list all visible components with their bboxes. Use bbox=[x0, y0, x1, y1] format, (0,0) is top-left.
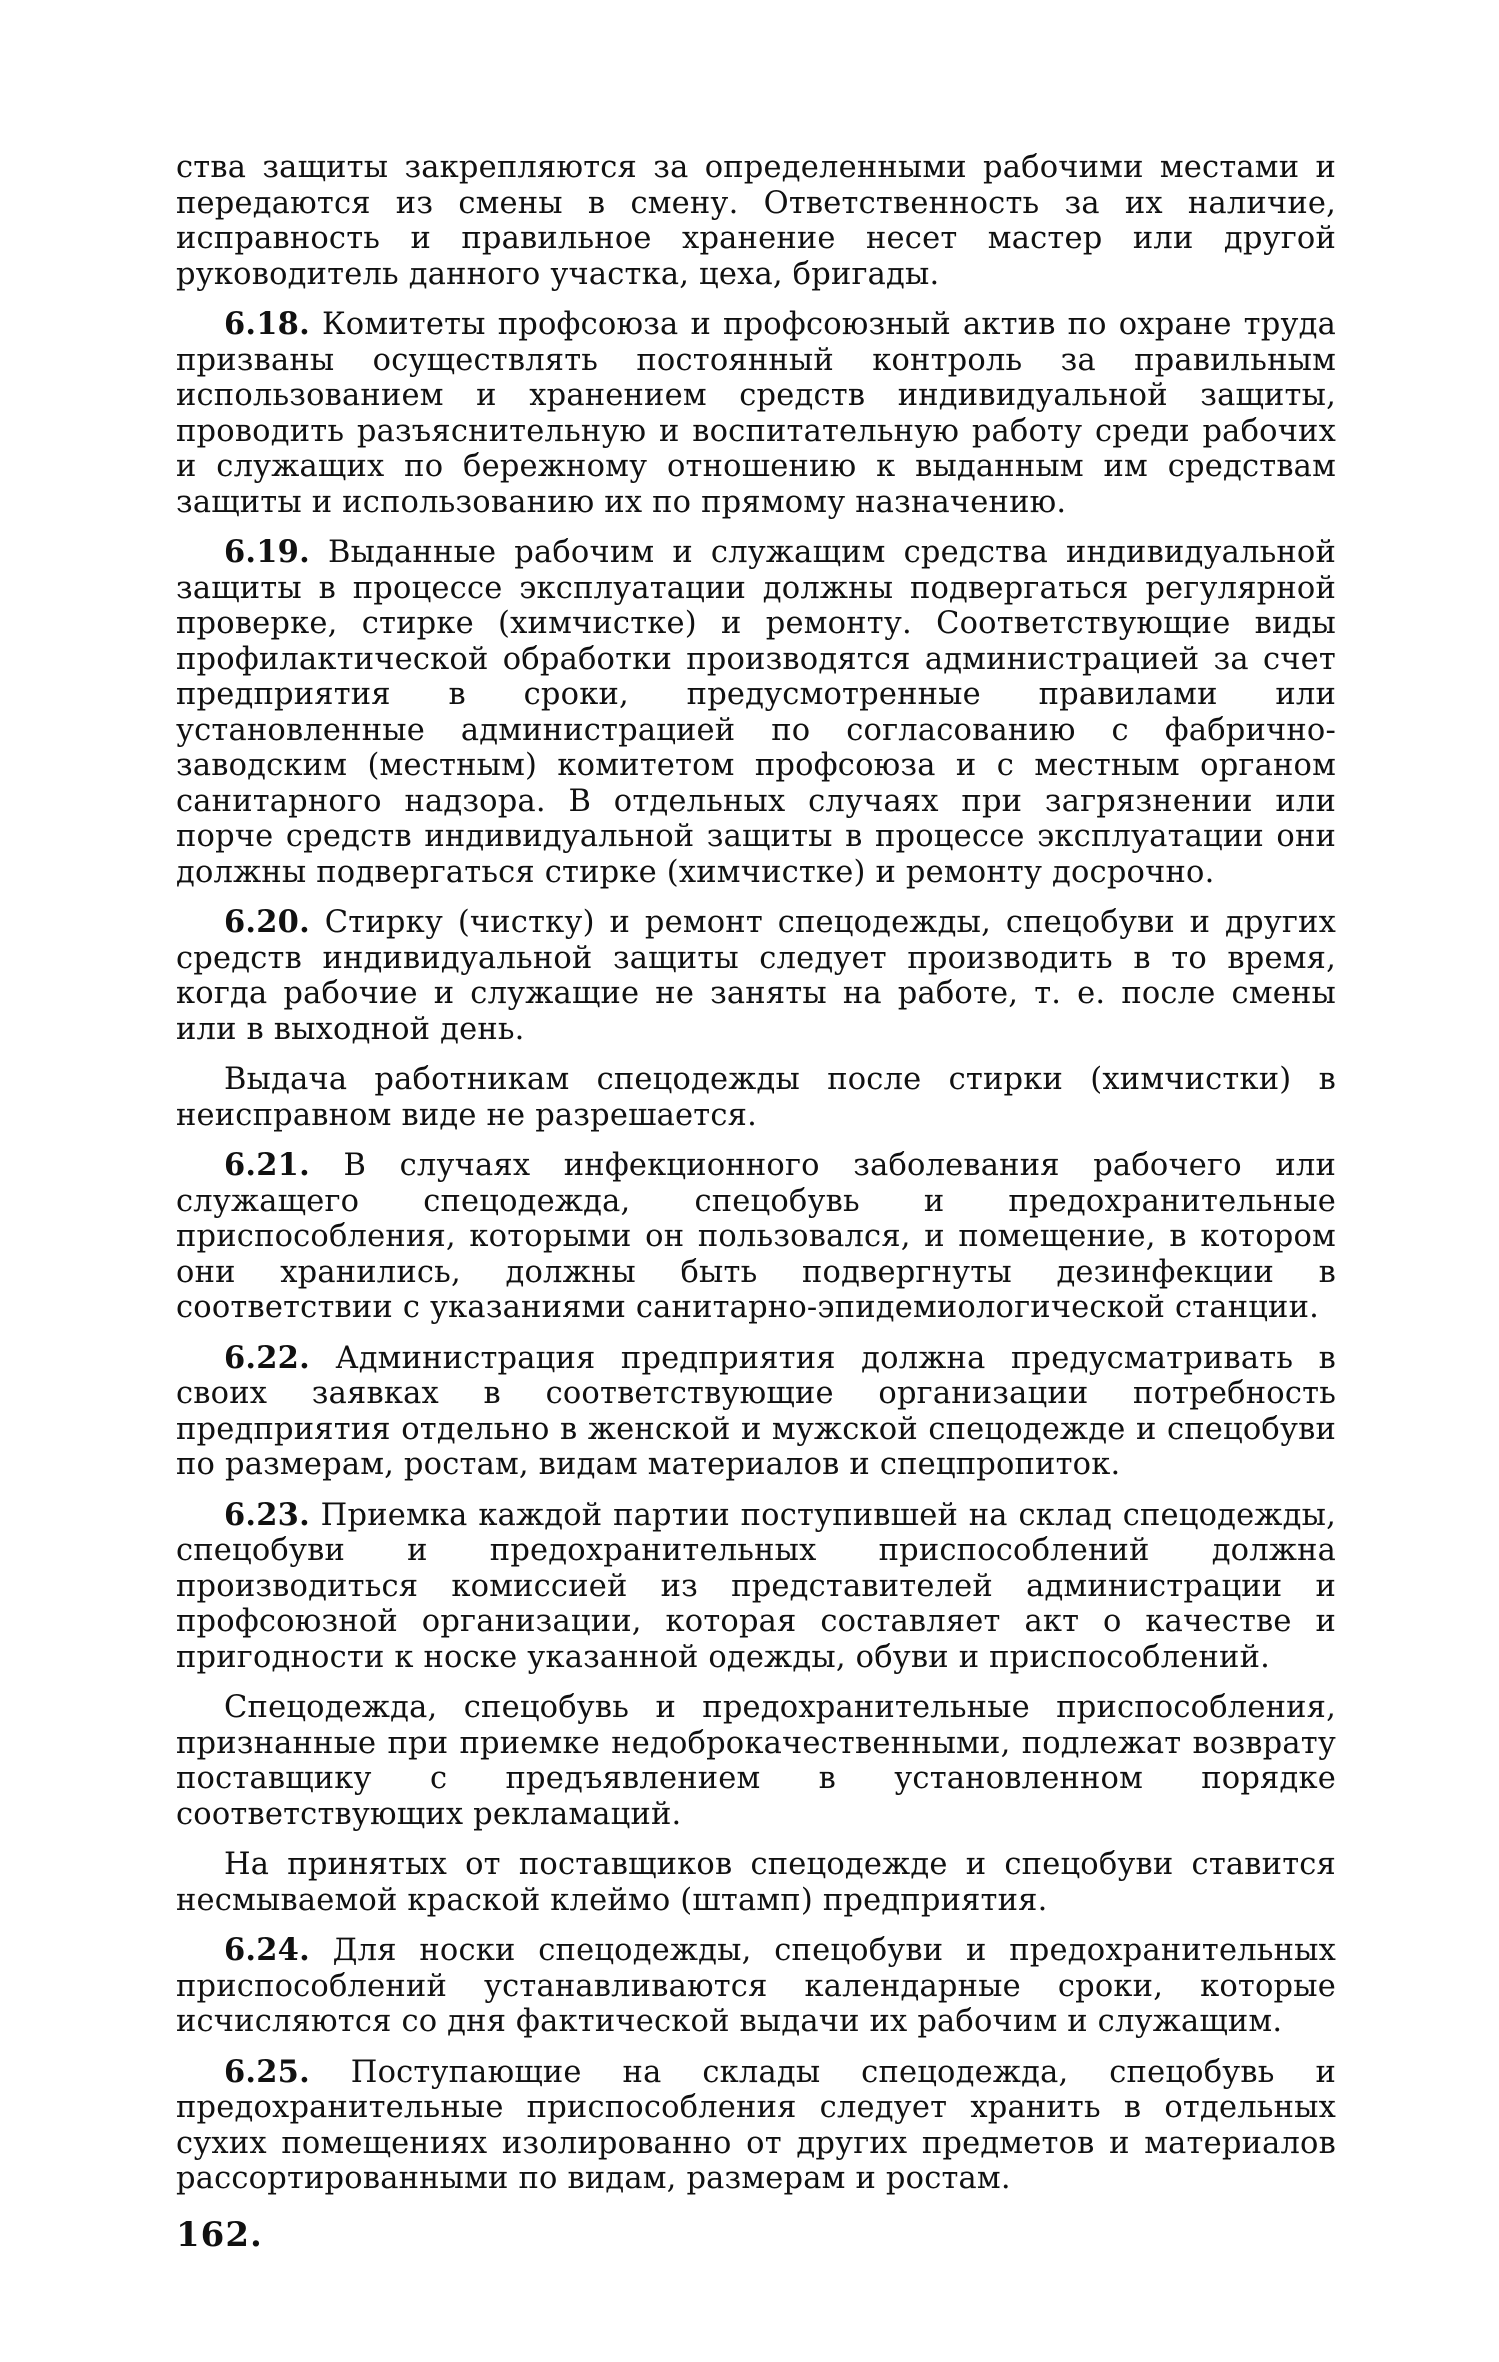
page-body bbox=[176, 150, 1336, 2212]
paragraph-text: Комитеты профсоюза и профсоюзный актив по охране труда призваны осуществлять постоянный контроль за правильным использованием и хранением средств индивидуальной защиты, проводить разъяснительную и воспитательную работу среди рабочих и служащих по бережному отношению к выданным им средствам защиты и использованию их по прямому назначению. bbox=[176, 307, 1336, 520]
paragraph-number: 6.21. bbox=[224, 1147, 310, 1183]
paragraph-6-24 bbox=[176, 1933, 1336, 2040]
paragraph-continuation bbox=[176, 150, 1336, 292]
paragraph-number: 6.23. bbox=[224, 1496, 310, 1533]
paragraph-text: Спецодежда, спецобувь и предохранительные приспособления, признанные при приемке недоброкачественными, подлежат возврату поставщику с предъявлением в установленном порядке соответствующих рекламаций. bbox=[176, 1690, 1336, 1832]
paragraph-6-23-note-1 bbox=[176, 1690, 1336, 1832]
paragraph-number: 6.24. bbox=[224, 1932, 310, 1968]
paragraph-text: Выданные рабочим и служащим средства индивидуальной защиты в процессе эксплуатации должны подвергаться регулярной проверке, стирке (химчистке) и ремонту. Соответствующие виды профилактической обработки производятся администрацией за счет предприятия в сроки, предусмотренные правилами или установленные администрацией по согласованию с фабрично-заводским (местным) комитетом профсоюза и с местным органом санитарного надзора. В отдельных случаях при загрязнении или порче средств индивидуальной защиты в процессе эксплуатации они должны подвергаться стирке (химчистке) и ремонту досрочно. bbox=[176, 535, 1336, 890]
page-number: 162. bbox=[176, 2215, 263, 2255]
paragraph-text: ства защиты закрепляются за определенными рабочими местами и передаются из смены в смену. Ответственность за их наличие, исправность и правильное хранение несет мастер или другой руководитель данного участка, цеха, бригады. bbox=[176, 150, 1336, 292]
paragraph-text: Стирку (чистку) и ремонт спецодежды, спецобуви и других средств индивидуальной защиты следует производить в то время, когда рабочие и служащие не заняты на работе, т. е. после смены или в выходной день. bbox=[176, 905, 1336, 1047]
paragraph-6-25 bbox=[176, 2055, 1336, 2197]
paragraph-number: 6.22. bbox=[224, 1339, 310, 1376]
paragraph-text: Приемка каждой партии поступившей на склад спецодежды, спецобуви и предохранительных приспособлений должна производиться комиссией из представителей администрации и профсоюзной организации, которая составляет акт о качестве и пригодности к носке указанной одежды, обуви и приспособлений. bbox=[176, 1497, 1336, 1675]
paragraph-text: Выдача работникам спецодежды после стирки (химчистки) в неисправном виде не разрешается. bbox=[176, 1062, 1336, 1133]
paragraph-text: В случаях инфекционного заболевания рабочего или служащего спецодежда, спецобувь и предохранительные приспособления, которыми он пользовался, и помещение, в котором они хранились, должны быть подвергнуты дезинфекции в соответствии с указаниями санитарно-эпидемиологической станции. bbox=[176, 1148, 1336, 1325]
paragraph-text: На принятых от поставщиков спецодежде и спецобуви ставится несмываемой краской клеймо (штамп) предприятия. bbox=[176, 1847, 1336, 1918]
paragraph-text: Для носки спецодежды, спецобуви и предохранительных приспособлений устанавливаются календарные сроки, которые исчисляются со дня фактической выдачи их рабочим и служащим. bbox=[176, 1933, 1336, 2039]
paragraph-number: 6.25. bbox=[224, 2053, 310, 2090]
paragraph-6-23-note-2 bbox=[176, 1847, 1336, 1918]
paragraph-text: Поступающие на склады спецодежда, спецобувь и предохранительные приспособления следует хранить в отдельных сухих помещениях изолированно от других предметов и материалов рассортированными по видам, размерам и ростам. bbox=[176, 2054, 1336, 2196]
paragraph-number: 6.20. bbox=[224, 904, 310, 940]
paragraph-text: Администрация предприятия должна предусматривать в своих заявках в соответствующие организации потребность предприятия отдельно в женской и мужской спецодежде и спецобуви по размерам, ростам, видам материалов и спецпропиток. bbox=[176, 1340, 1336, 1482]
paragraph-6-20-note bbox=[176, 1062, 1336, 1133]
paragraph-6-18 bbox=[176, 307, 1336, 520]
paragraph-6-20 bbox=[176, 905, 1336, 1047]
paragraph-6-22 bbox=[176, 1341, 1336, 1483]
paragraph-number: 6.19. bbox=[224, 534, 310, 570]
paragraph-6-19 bbox=[176, 535, 1336, 890]
paragraph-6-21 bbox=[176, 1148, 1336, 1326]
paragraph-number: 6.18. bbox=[224, 306, 310, 342]
paragraph-6-23 bbox=[176, 1498, 1336, 1676]
